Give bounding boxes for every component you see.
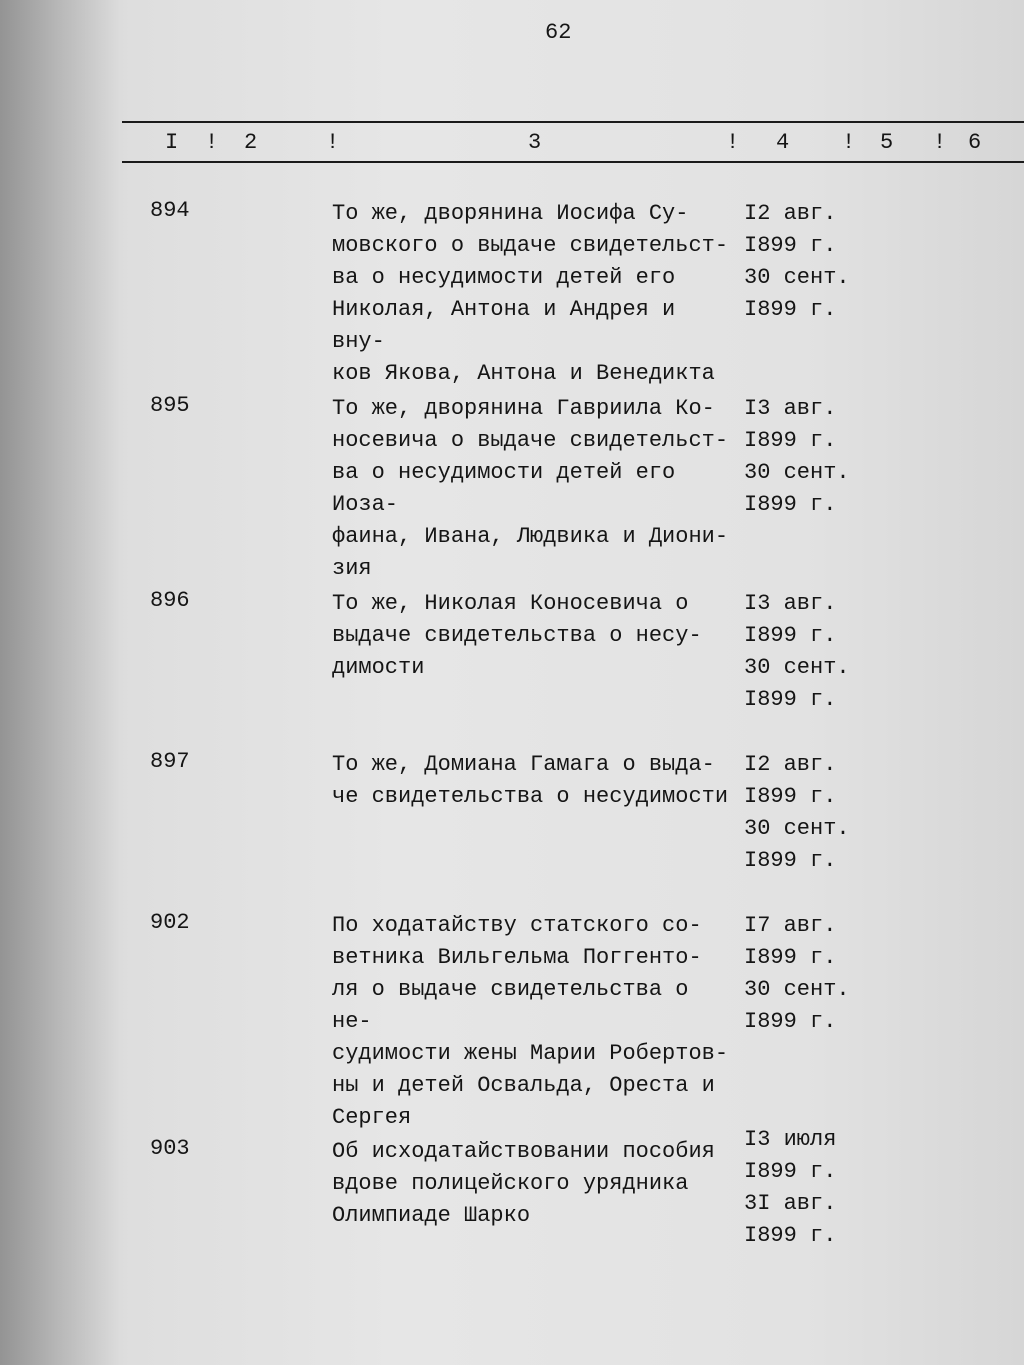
- entry-dates: I3 авг. I899 г. 30 сент. I899 г.: [744, 396, 850, 517]
- page-number: 62: [545, 20, 572, 45]
- entry-number: 895: [150, 393, 190, 418]
- column-separator: !: [205, 130, 219, 155]
- entry-dates: I2 авг. I899 г. 30 сент. I899 г.: [744, 201, 850, 322]
- column-header-5: 5: [880, 130, 894, 155]
- entry-description: То же, дворянина Иосифа Су- мовского о выдаче свидетельст- ва о несудимости детей его Николая, Антона и Андрея и вну- ков Якова, Антона и Венедикта: [332, 201, 729, 386]
- header-rule-top: [122, 121, 1024, 123]
- entry-description: То же, дворянина Гавриила Ко- носевича о выдаче свидетельст- ва о несудимости детей его Иоза- фаина, Ивана, Людвика и Диони- зия: [332, 396, 729, 581]
- entry-description: То же, Николая Коносевича о выдаче свидетельства о несу- димости: [332, 591, 702, 680]
- column-header-6: 6: [968, 130, 982, 155]
- header-rule-bottom: [122, 161, 1024, 163]
- column-header-4: 4: [776, 130, 790, 155]
- column-separator: !: [326, 130, 340, 155]
- column-header-1: I: [165, 130, 179, 155]
- entry-dates: I2 авг. I899 г. 30 сент. I899 г.: [744, 752, 850, 873]
- entry-number: 902: [150, 910, 190, 935]
- column-header-3: 3: [528, 130, 542, 155]
- entry-dates: I3 авг. I899 г. 30 сент. I899 г.: [744, 591, 850, 712]
- entry-description: То же, Домиана Гамага о выда- че свидетельства о несудимости: [332, 752, 729, 809]
- column-separator: !: [726, 130, 740, 155]
- column-header-2: 2: [244, 130, 258, 155]
- entry-number: 903: [150, 1136, 190, 1161]
- entry-number: 894: [150, 198, 190, 223]
- entry-number: 896: [150, 588, 190, 613]
- entry-number: 897: [150, 749, 190, 774]
- column-separator: !: [842, 130, 856, 155]
- column-separator: !: [933, 130, 947, 155]
- entry-dates: I7 авг. I899 г. 30 сент. I899 г.: [744, 913, 850, 1034]
- entry-dates: I3 июля I899 г. 3I авг. I899 г.: [744, 1127, 837, 1248]
- page-edge-shadow: [0, 0, 120, 1365]
- entry-description: Об исходатайствовании пособия вдове полицейского урядника Олимпиаде Шарко: [332, 1139, 715, 1228]
- entry-description: По ходатайству статского со- ветника Вильгельма Поггенто- ля о выдаче свидетельства о не- судимости жены Марии Робертов- ны и детей Освальда, Ореста и Сергея: [332, 913, 729, 1130]
